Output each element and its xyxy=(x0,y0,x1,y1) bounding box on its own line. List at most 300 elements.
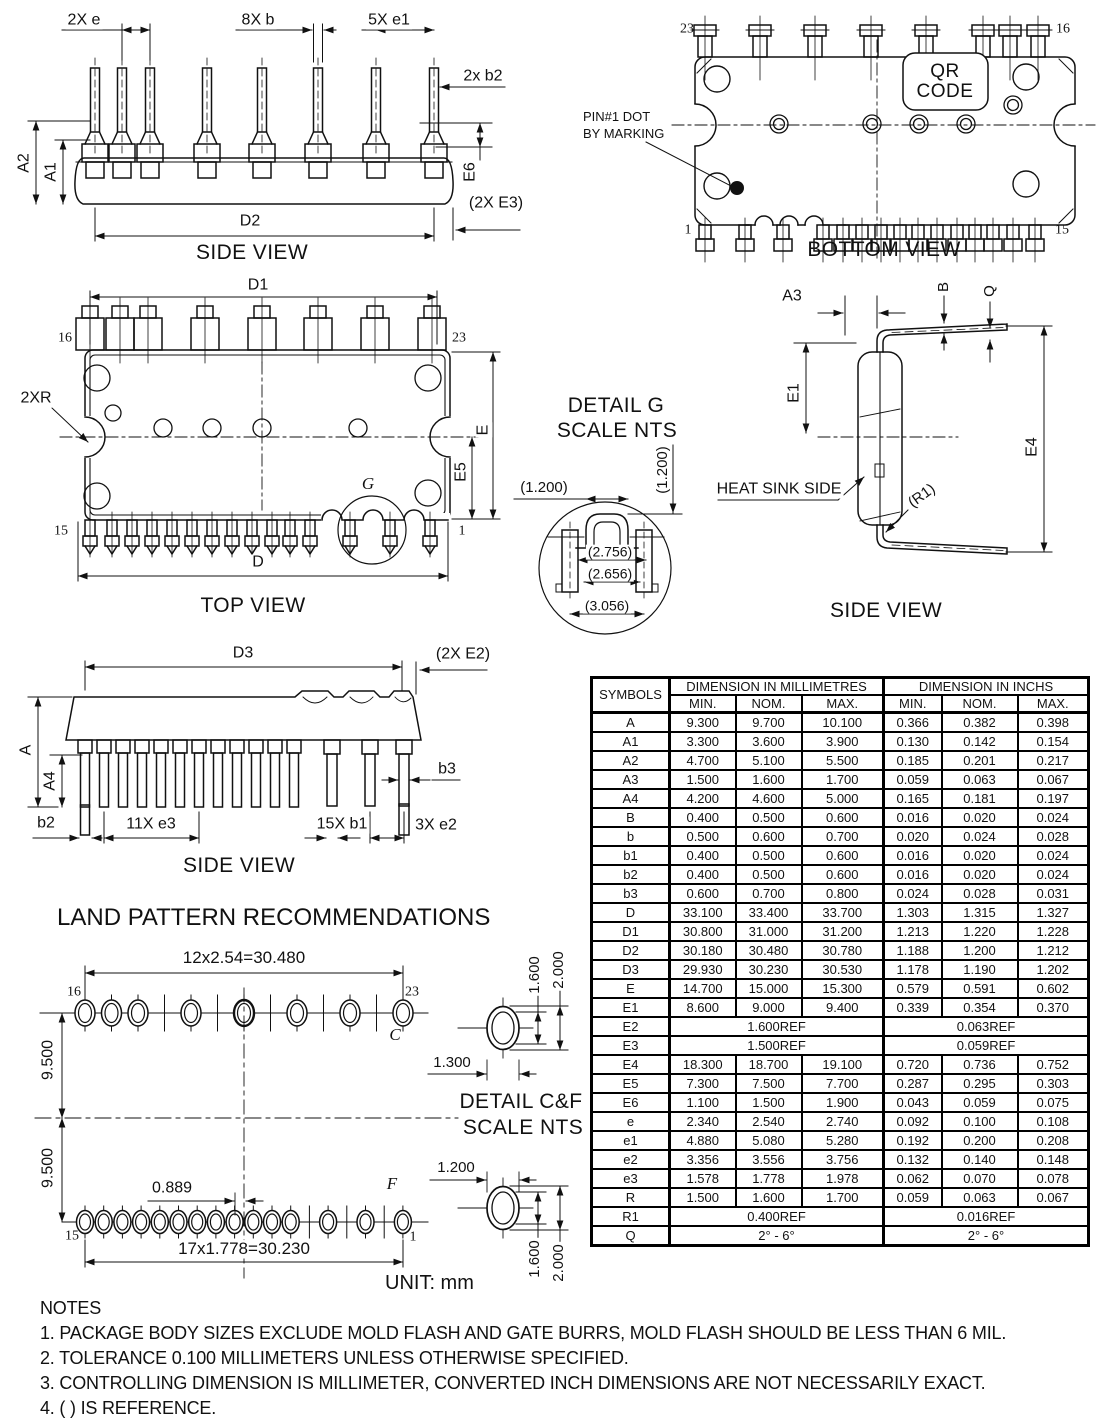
table-row xyxy=(592,865,1089,884)
table-cell: 0.800 xyxy=(802,884,884,903)
table-cell: 0.192 xyxy=(884,1131,942,1150)
table-cell: 0.591 xyxy=(942,979,1018,998)
land-pin-16: 16 xyxy=(67,984,81,1000)
detail-g-dim-height: (1.200) xyxy=(654,446,672,494)
table-cell: 0.028 xyxy=(1018,827,1089,846)
table-cell: 0.382 xyxy=(942,713,1018,733)
table-cell: 5.000 xyxy=(802,789,884,808)
table-cell: b xyxy=(592,827,670,846)
table-cell: 1.200 xyxy=(942,941,1018,960)
table-row xyxy=(592,960,1089,979)
pin-number-16-top: 16 xyxy=(58,330,72,346)
table-row xyxy=(592,1150,1089,1169)
dim-8xb-label: 8X b xyxy=(241,11,275,29)
table-cell: 0.600 xyxy=(802,846,884,865)
table-cell: 0.016 xyxy=(884,808,942,827)
table-cell: 0.181 xyxy=(942,789,1018,808)
pad-c-dim-1300: 1.300 xyxy=(433,1054,471,1072)
table-cell: 0.165 xyxy=(884,789,942,808)
table-cell: 0.100 xyxy=(942,1112,1018,1131)
table-cell: 18.700 xyxy=(736,1055,802,1074)
table-cell: 0.020 xyxy=(942,808,1018,827)
detail-cf-scale: SCALE NTS xyxy=(462,1115,584,1139)
table-cell: 0.736 xyxy=(942,1055,1018,1074)
dim-d1-label: D1 xyxy=(247,276,269,294)
table-cell: e1 xyxy=(592,1131,670,1150)
table-cell: 0.303 xyxy=(1018,1074,1089,1093)
note-item-4: 4. ( ) IS REFERENCE. xyxy=(40,1398,217,1418)
table-cell: b1 xyxy=(592,846,670,865)
table-cell: 1.500 xyxy=(670,770,736,789)
table-row xyxy=(592,1074,1089,1093)
pad-c-dim-1600: 1.600 xyxy=(526,956,544,994)
land-pin-15: 15 xyxy=(65,1228,79,1244)
dim-r1-label: (R1) xyxy=(904,480,939,512)
table-row xyxy=(592,1131,1089,1150)
table-cell: 7.700 xyxy=(802,1074,884,1093)
side-view-top-drawing xyxy=(28,24,520,241)
table-cell: 0.148 xyxy=(1018,1150,1089,1169)
table-row xyxy=(592,751,1089,770)
table-row xyxy=(592,1055,1089,1074)
table-cell: 0.108 xyxy=(1018,1112,1089,1131)
notes-section xyxy=(40,1296,1006,1421)
table-cell: e xyxy=(592,1112,670,1131)
table-cell: 0.075 xyxy=(1018,1093,1089,1112)
pad-f-dim-2000: 2.000 xyxy=(550,1244,568,1282)
table-cell: 15.300 xyxy=(802,979,884,998)
pin-number-15: 15 xyxy=(1055,222,1069,238)
dim-d2-label: D2 xyxy=(239,212,261,230)
table-cell: 2° - 6° xyxy=(884,1226,1089,1246)
table-cell: 0.154 xyxy=(1018,732,1089,751)
table-cell: 7.500 xyxy=(736,1074,802,1093)
table-header-mm-max: MAX. xyxy=(802,695,884,713)
table-cell: 1.500 xyxy=(736,1093,802,1112)
table-cell: 0.720 xyxy=(884,1055,942,1074)
table-cell: 0.700 xyxy=(802,827,884,846)
table-cell: 3.600 xyxy=(736,732,802,751)
table-cell: 0.200 xyxy=(942,1131,1018,1150)
table-cell: 0.602 xyxy=(1018,979,1089,998)
table-row xyxy=(592,789,1089,808)
table-cell: 0.366 xyxy=(884,713,942,733)
dim-b3-label: b3 xyxy=(438,760,456,778)
table-cell: 1.213 xyxy=(884,922,942,941)
table-cell: 0.024 xyxy=(942,827,1018,846)
table-header-in-max: MAX. xyxy=(1018,695,1089,713)
table-cell: 1.700 xyxy=(802,770,884,789)
table-cell: 1.100 xyxy=(670,1093,736,1112)
table-cell: 9.300 xyxy=(670,713,736,733)
table-row xyxy=(592,732,1089,751)
table-row xyxy=(592,770,1089,789)
table-row xyxy=(592,1036,1089,1055)
detail-f-marker: F xyxy=(386,1174,398,1194)
table-cell: 1.578 xyxy=(670,1169,736,1188)
table-cell: 1.700 xyxy=(802,1188,884,1207)
table-cell: 3.556 xyxy=(736,1150,802,1169)
notes-heading: NOTES xyxy=(40,1298,102,1318)
table-cell: D1 xyxy=(592,922,670,941)
table-cell: 0.400 xyxy=(670,808,736,827)
table-cell: 0.201 xyxy=(942,751,1018,770)
table-cell: e2 xyxy=(592,1150,670,1169)
table-row xyxy=(592,884,1089,903)
table-cell: 1.188 xyxy=(884,941,942,960)
dim-2xb2-label: 2x b2 xyxy=(463,67,503,85)
dim-a-label: A xyxy=(17,744,35,756)
table-cell: 0.062 xyxy=(884,1169,942,1188)
pin1-note-line2: BY MARKING xyxy=(583,126,665,141)
table-row xyxy=(592,941,1089,960)
dim-b2-label: b2 xyxy=(37,814,55,832)
dimension-table-grid xyxy=(590,676,1090,1247)
table-cell: 0.142 xyxy=(942,732,1018,751)
land-pattern-title: LAND PATTERN RECOMMENDATIONS xyxy=(57,904,491,931)
table-cell: 1.600REF xyxy=(670,1017,884,1036)
table-cell: E4 xyxy=(592,1055,670,1074)
table-cell: 0.024 xyxy=(1018,865,1089,884)
table-cell: 0.043 xyxy=(884,1093,942,1112)
table-cell: 1.600 xyxy=(736,1188,802,1207)
table-cell: 0.600 xyxy=(802,865,884,884)
table-cell: E3 xyxy=(592,1036,670,1055)
qr-code-label-line2: CODE xyxy=(916,81,974,103)
dim-e1-label: E1 xyxy=(785,383,803,403)
dim-b-label: B xyxy=(935,281,953,293)
table-cell: 0.031 xyxy=(1018,884,1089,903)
dim-d3-label: D3 xyxy=(232,644,254,662)
table-cell: 30.230 xyxy=(736,960,802,979)
table-cell: 1.978 xyxy=(802,1169,884,1188)
table-header-mm: DIMENSION IN MILLIMETRES xyxy=(670,678,884,696)
table-cell: R xyxy=(592,1188,670,1207)
table-cell: 8.600 xyxy=(670,998,736,1017)
qr-code-label-line1: QR xyxy=(930,61,960,83)
table-cell: 4.600 xyxy=(736,789,802,808)
table-cell: 18.300 xyxy=(670,1055,736,1074)
table-cell: Q xyxy=(592,1226,670,1246)
table-cell: 4.880 xyxy=(670,1131,736,1150)
pin-number-1: 1 xyxy=(684,222,692,238)
table-cell: 0.400 xyxy=(670,846,736,865)
table-cell: 1.212 xyxy=(1018,941,1089,960)
table-cell: 33.700 xyxy=(802,903,884,922)
dimension-table-body xyxy=(592,713,1089,1246)
land-pattern-bottom-pitch: 17x1.778=30.230 xyxy=(178,1239,310,1259)
table-cell: 33.400 xyxy=(736,903,802,922)
table-cell: 9.400 xyxy=(802,998,884,1017)
table-cell: 0.020 xyxy=(942,865,1018,884)
detail-g-dim-width: (1.200) xyxy=(520,479,568,497)
table-row xyxy=(592,979,1089,998)
table-cell: 3.356 xyxy=(670,1150,736,1169)
table-cell: 30.480 xyxy=(736,941,802,960)
dim-5xe1-label: 5X e1 xyxy=(368,11,410,29)
table-cell: 4.200 xyxy=(670,789,736,808)
table-cell: 0.600 xyxy=(736,827,802,846)
pad-c-dim-2000: 2.000 xyxy=(550,951,568,989)
table-cell: 0.028 xyxy=(942,884,1018,903)
table-cell: 3.900 xyxy=(802,732,884,751)
table-cell: 0.354 xyxy=(942,998,1018,1017)
detail-g-title: DETAIL G xyxy=(567,393,665,417)
table-cell: 9.000 xyxy=(736,998,802,1017)
table-cell: 0.063 xyxy=(942,1188,1018,1207)
detail-g-scale: SCALE NTS xyxy=(556,418,678,442)
table-cell: 19.100 xyxy=(802,1055,884,1074)
table-cell: 0.132 xyxy=(884,1150,942,1169)
table-cell: 1.778 xyxy=(736,1169,802,1188)
pin-number-23-top: 23 xyxy=(452,330,466,346)
table-cell: 0.070 xyxy=(942,1169,1018,1188)
table-header-mm-nom: NOM. xyxy=(736,695,802,713)
table-cell: 2.740 xyxy=(802,1112,884,1131)
table-cell: D xyxy=(592,903,670,922)
table-row xyxy=(592,846,1089,865)
land-pattern-drawing xyxy=(35,966,458,1278)
table-cell: 0.016 xyxy=(884,865,942,884)
table-cell: 0.500 xyxy=(670,827,736,846)
detail-g-dim-3056: (3.056) xyxy=(584,597,630,614)
land-dim-0889: 0.889 xyxy=(151,1179,193,1197)
table-cell: 1.500 xyxy=(670,1188,736,1207)
pin-number-15-top: 15 xyxy=(54,523,68,539)
table-cell: E2 xyxy=(592,1017,670,1036)
table-cell: 0.063 xyxy=(942,770,1018,789)
table-row xyxy=(592,827,1089,846)
table-cell: D2 xyxy=(592,941,670,960)
table-row xyxy=(592,922,1089,941)
detail-g-dim-2656: (2.656) xyxy=(587,565,633,582)
table-cell: 1.500REF xyxy=(670,1036,884,1055)
table-cell: 1.228 xyxy=(1018,922,1089,941)
side-view-right-drawing xyxy=(718,296,1052,554)
table-cell: E5 xyxy=(592,1074,670,1093)
table-cell: 5.080 xyxy=(736,1131,802,1150)
table-row xyxy=(592,808,1089,827)
table-cell: 1.220 xyxy=(942,922,1018,941)
table-cell: 0.092 xyxy=(884,1112,942,1131)
dim-a1-label: A1 xyxy=(42,162,60,182)
table-cell: 31.200 xyxy=(802,922,884,941)
dim-2xr-label: 2XR xyxy=(20,389,52,407)
table-cell: 0.140 xyxy=(942,1150,1018,1169)
table-header-symbols: SYMBOLS xyxy=(592,678,670,713)
table-cell: A3 xyxy=(592,770,670,789)
table-cell: 7.300 xyxy=(670,1074,736,1093)
table-cell: 1.202 xyxy=(1018,960,1089,979)
side-view-bottom-title: SIDE VIEW xyxy=(182,853,296,877)
table-cell: D3 xyxy=(592,960,670,979)
land-pattern-top-pitch: 12x2.54=30.480 xyxy=(182,948,306,968)
pin-number-1-top: 1 xyxy=(458,523,466,539)
table-cell: 1.315 xyxy=(942,903,1018,922)
table-cell: 0.059REF xyxy=(884,1036,1089,1055)
table-cell: 0.016REF xyxy=(884,1207,1089,1226)
table-cell: 1.600 xyxy=(736,770,802,789)
table-row xyxy=(592,903,1089,922)
table-cell: 0.600 xyxy=(670,884,736,903)
table-cell: 0.752 xyxy=(1018,1055,1089,1074)
table-cell: 0.130 xyxy=(884,732,942,751)
table-cell: 0.197 xyxy=(1018,789,1089,808)
detail-cf-title: DETAIL C&F xyxy=(459,1089,583,1113)
table-cell: 10.100 xyxy=(802,713,884,733)
table-cell: 0.398 xyxy=(1018,713,1089,733)
table-cell: E6 xyxy=(592,1093,670,1112)
table-cell: 0.020 xyxy=(884,827,942,846)
top-view-title: TOP VIEW xyxy=(200,593,306,617)
table-cell: 0.078 xyxy=(1018,1169,1089,1188)
table-cell: 0.059 xyxy=(884,770,942,789)
table-cell: 14.700 xyxy=(670,979,736,998)
table-cell: E xyxy=(592,979,670,998)
table-cell: 0.500 xyxy=(736,865,802,884)
table-row xyxy=(592,1169,1089,1188)
table-cell: 0.208 xyxy=(1018,1131,1089,1150)
table-cell: 30.800 xyxy=(670,922,736,941)
table-cell: 1.327 xyxy=(1018,903,1089,922)
table-row xyxy=(592,1226,1089,1246)
table-cell: 0.067 xyxy=(1018,1188,1089,1207)
table-cell: 1.178 xyxy=(884,960,942,979)
table-row xyxy=(592,1017,1089,1036)
dim-e4-label: E4 xyxy=(1023,437,1041,457)
detail-c-marker: C xyxy=(389,1025,401,1045)
top-view-drawing xyxy=(52,291,500,581)
dim-a4-label: A4 xyxy=(41,771,59,791)
table-header-inch: DIMENSION IN INCHS xyxy=(884,678,1089,696)
table-cell: 0.370 xyxy=(1018,998,1089,1017)
side-view-top-title: SIDE VIEW xyxy=(195,240,309,264)
table-cell: 5.280 xyxy=(802,1131,884,1150)
table-cell: 0.067 xyxy=(1018,770,1089,789)
table-cell: 0.579 xyxy=(884,979,942,998)
table-cell: e3 xyxy=(592,1169,670,1188)
table-cell: 1.303 xyxy=(884,903,942,922)
table-cell: 2° - 6° xyxy=(670,1226,884,1246)
table-cell: 0.063REF xyxy=(884,1017,1089,1036)
land-dim-9500-top: 9.500 xyxy=(39,1039,57,1081)
table-cell: A4 xyxy=(592,789,670,808)
table-header-in-nom: NOM. xyxy=(942,695,1018,713)
unit-label: UNIT: mm xyxy=(385,1272,474,1294)
dimension-table xyxy=(590,676,1090,1247)
table-cell: A xyxy=(592,713,670,733)
dim-e-label: E xyxy=(474,424,492,436)
table-row xyxy=(592,713,1089,733)
side-view-right-title: SIDE VIEW xyxy=(829,598,943,622)
dim-e6-label: E6 xyxy=(461,162,479,182)
table-cell: 3.300 xyxy=(670,732,736,751)
table-cell: B xyxy=(592,808,670,827)
pin-number-23: 23 xyxy=(680,21,694,37)
detail-g-dim-2756: (2.756) xyxy=(587,543,633,560)
dim-2xe-label: 2X e xyxy=(67,11,101,29)
dim-2xe2-label: (2X E2) xyxy=(435,645,491,663)
table-cell: 0.500 xyxy=(736,846,802,865)
table-cell: b3 xyxy=(592,884,670,903)
table-header-mm-min: MIN. xyxy=(670,695,736,713)
detail-g-marker: G xyxy=(361,474,375,494)
table-cell: 0.400REF xyxy=(670,1207,884,1226)
land-pin-23: 23 xyxy=(405,984,419,1000)
table-cell: 30.780 xyxy=(802,941,884,960)
dim-3xe2-label: 3X e2 xyxy=(415,816,457,834)
pad-f-dim-1200: 1.200 xyxy=(437,1159,475,1177)
table-cell: 2.340 xyxy=(670,1112,736,1131)
dim-a2-label: A2 xyxy=(15,153,33,173)
heat-sink-side-label: HEAT SINK SIDE xyxy=(716,480,842,498)
table-cell: 0.287 xyxy=(884,1074,942,1093)
dim-e5-label: E5 xyxy=(452,462,470,482)
table-cell: 0.024 xyxy=(1018,808,1089,827)
table-cell: A1 xyxy=(592,732,670,751)
table-cell: 1.900 xyxy=(802,1093,884,1112)
table-cell: b2 xyxy=(592,865,670,884)
table-row xyxy=(592,1112,1089,1131)
table-cell: 0.500 xyxy=(736,808,802,827)
land-dim-9500-bottom: 9.500 xyxy=(39,1147,57,1189)
dim-q-label: Q xyxy=(981,285,999,297)
table-cell: 0.024 xyxy=(884,884,942,903)
table-cell: 3.756 xyxy=(802,1150,884,1169)
table-cell: 29.930 xyxy=(670,960,736,979)
pin1-note-line1: PIN#1 DOT xyxy=(583,109,651,124)
table-cell: 4.700 xyxy=(670,751,736,770)
pin-number-16: 16 xyxy=(1056,21,1070,37)
table-cell: 0.020 xyxy=(942,846,1018,865)
dim-d-label: D xyxy=(252,553,264,571)
table-row xyxy=(592,1207,1089,1226)
table-row xyxy=(592,1093,1089,1112)
dim-11xe3-label: 11X e3 xyxy=(126,815,176,833)
table-cell: 0.016 xyxy=(884,846,942,865)
table-cell: R1 xyxy=(592,1207,670,1226)
table-row xyxy=(592,1188,1089,1207)
pad-f-dim-1600: 1.600 xyxy=(526,1240,544,1278)
table-cell: 9.700 xyxy=(736,713,802,733)
table-cell: 0.217 xyxy=(1018,751,1089,770)
table-cell: 5.100 xyxy=(736,751,802,770)
table-cell: 0.700 xyxy=(736,884,802,903)
table-cell: 5.500 xyxy=(802,751,884,770)
table-cell: E1 xyxy=(592,998,670,1017)
table-row xyxy=(592,998,1089,1017)
table-cell: 0.059 xyxy=(942,1093,1018,1112)
land-pin-1: 1 xyxy=(409,1229,417,1245)
table-cell: 1.190 xyxy=(942,960,1018,979)
table-cell: 30.530 xyxy=(802,960,884,979)
table-cell: 0.024 xyxy=(1018,846,1089,865)
table-cell: A2 xyxy=(592,751,670,770)
bottom-view-drawing xyxy=(646,16,1095,262)
table-cell: 33.100 xyxy=(670,903,736,922)
table-cell: 0.400 xyxy=(670,865,736,884)
note-item-1: 1. PACKAGE BODY SIZES EXCLUDE MOLD FLASH AND GATE BURRS, MOLD FLASH SHOULD BE LESS THAN 6 MIL. xyxy=(40,1323,1007,1343)
table-cell: 0.185 xyxy=(884,751,942,770)
table-cell: 0.339 xyxy=(884,998,942,1017)
dim-15xb1-label: 15X b1 xyxy=(316,815,368,833)
table-cell: 0.295 xyxy=(942,1074,1018,1093)
table-cell: 15.000 xyxy=(736,979,802,998)
dim-a3-label: A3 xyxy=(782,287,802,305)
note-item-3: 3. CONTROLLING DIMENSION IS MILLIMETER, CONVERTED INCH DIMENSIONS ARE NOT NECESSARILY EXACT. xyxy=(40,1373,986,1393)
bottom-view-title: BOTTOM VIEW xyxy=(807,237,961,261)
table-cell: 31.000 xyxy=(736,922,802,941)
